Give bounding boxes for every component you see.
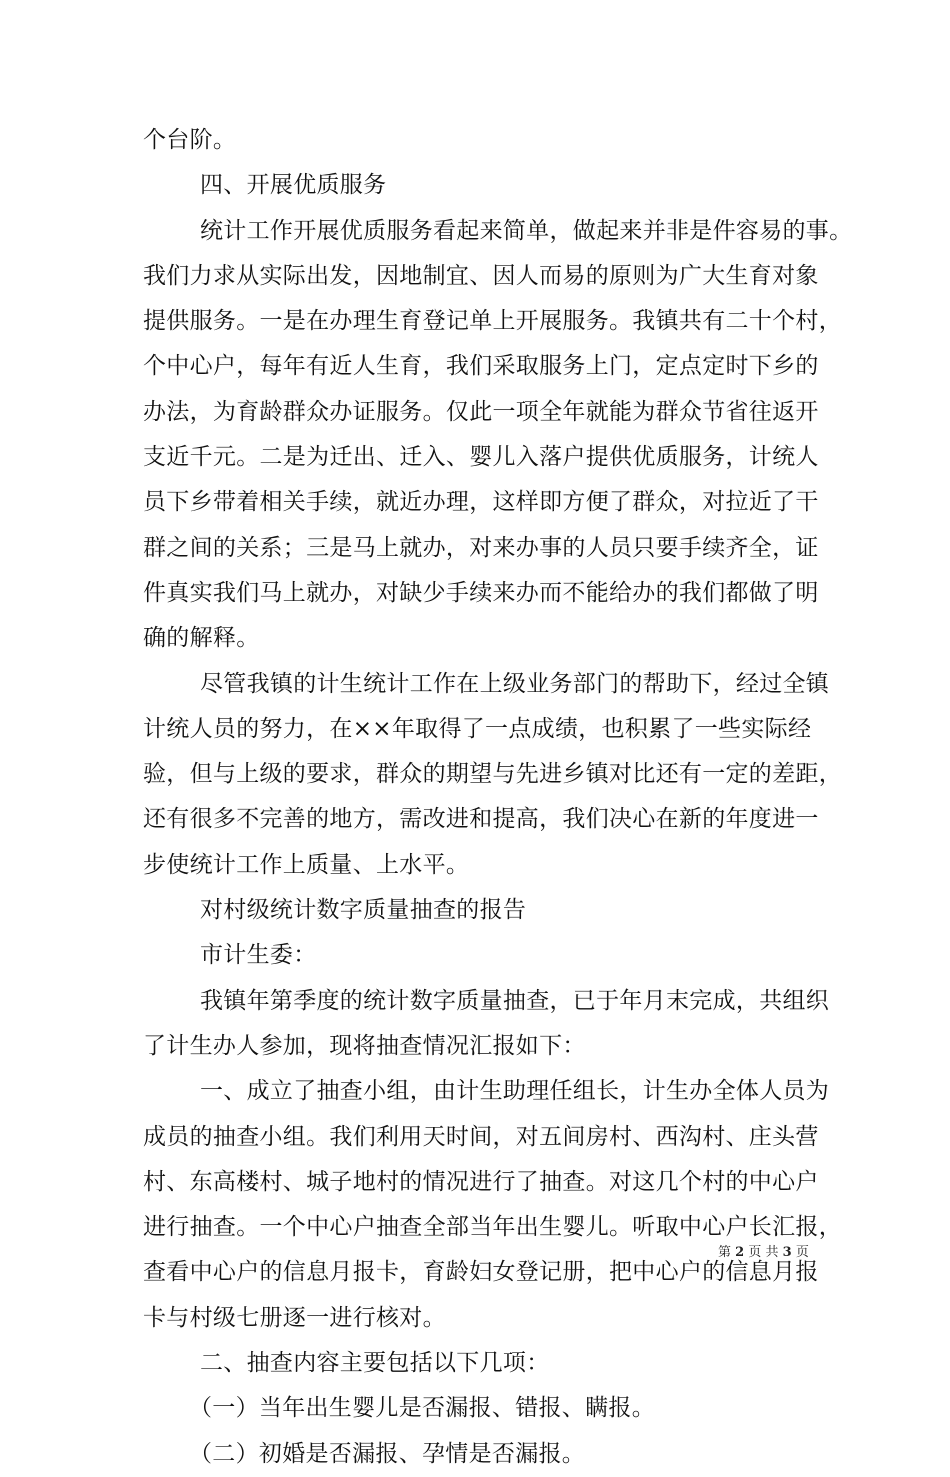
text-line: 支近千元。二是为迁出、迁入、婴儿入落户提供优质服务，计统人 [143, 444, 819, 471]
text-line: 进行抽查。一个中心户抽查全部当年出生婴儿。听取中心户长汇报， [143, 1214, 842, 1241]
total-page-count: 3 [782, 1245, 792, 1260]
text-line: 提供服务。一是在办理生育登记单上开展服务。我镇共有二十个村， [143, 308, 842, 335]
list-item: （一）当年出生婴儿是否漏报、错报、瞒报。 [189, 1395, 655, 1422]
report-addressee: 市计生委： [200, 942, 317, 969]
text-line: 村、东高楼村、城子地村的情况进行了抽查。对这几个村的中心户 [143, 1168, 819, 1195]
text-line: 我镇年第季度的统计数字质量抽查，已于年月末完成，共组织 [200, 987, 830, 1014]
text-line: 确的解释。 [143, 625, 260, 652]
footer-middle: 页 共 [748, 1245, 779, 1260]
text-line: 我们力求从实际出发，因地制宜、因人而易的原则为广大生育对象 [143, 262, 819, 289]
footer-prefix: 第 [718, 1245, 732, 1260]
report-title: 对村级统计数字质量抽查的报告 [200, 897, 527, 924]
text-line: 统计工作开展优质服务看起来简单，做起来并非是件容易的事。 [200, 217, 853, 244]
text-line: 验，但与上级的要求，群众的期望与先进乡镇对比还有一定的差距， [143, 761, 842, 788]
text-line: 件真实我们马上就办，对缺少手续来办而不能给办的我们都做了明 [143, 579, 819, 606]
list-item: （二）初婚是否漏报、孕情是否漏报。 [189, 1440, 586, 1467]
footer-suffix: 页 [795, 1245, 809, 1260]
current-page-number: 2 [735, 1245, 745, 1260]
text-line: 一、成立了抽查小组，由计生助理任组长，计生办全体人员为 [200, 1078, 830, 1105]
text-line: 员下乡带着相关手续，就近办理，这样即方便了群众，对拉近了干 [143, 489, 819, 516]
text-line: 办法，为育龄群众办证服务。仅此一项全年就能为群众节省往返开 [143, 398, 819, 425]
page-number-footer [718, 1244, 809, 1262]
text-line: 个中心户，每年有近人生育，我们采取服务上门，定点定时下乡的 [143, 353, 819, 380]
text-line: 计统人员的努力，在××年取得了一点成绩，也积累了一些实际经 [143, 715, 812, 742]
text-line: 卡与村级七册逐一进行核对。 [143, 1304, 446, 1331]
text-line: 步使统计工作上质量、上水平。 [143, 851, 470, 878]
text-line: 个台阶。 [143, 127, 237, 153]
document-body [143, 118, 853, 1477]
text-line: 成员的抽查小组。我们利用天时间，对五间房村、西沟村、庄头营 [143, 1123, 819, 1150]
text-line: 尽管我镇的计生统计工作在上级业务部门的帮助下，经过全镇 [200, 670, 830, 697]
text-line: 还有很多不完善的地方，需改进和提高，我们决心在新的年度进一 [143, 806, 819, 833]
section-heading: 二、抽查内容主要包括以下几项： [200, 1350, 550, 1377]
text-line: 了计生办人参加，现将抽查情况汇报如下： [143, 1032, 586, 1059]
text-line: 群之间的关系；三是马上就办，对来办事的人员只要手续齐全，证 [143, 534, 819, 561]
text-line: 查看中心户的信息月报卡，育龄妇女登记册，把中心户的信息月报 [143, 1259, 819, 1286]
section-heading: 四、开展优质服务 [200, 172, 387, 199]
